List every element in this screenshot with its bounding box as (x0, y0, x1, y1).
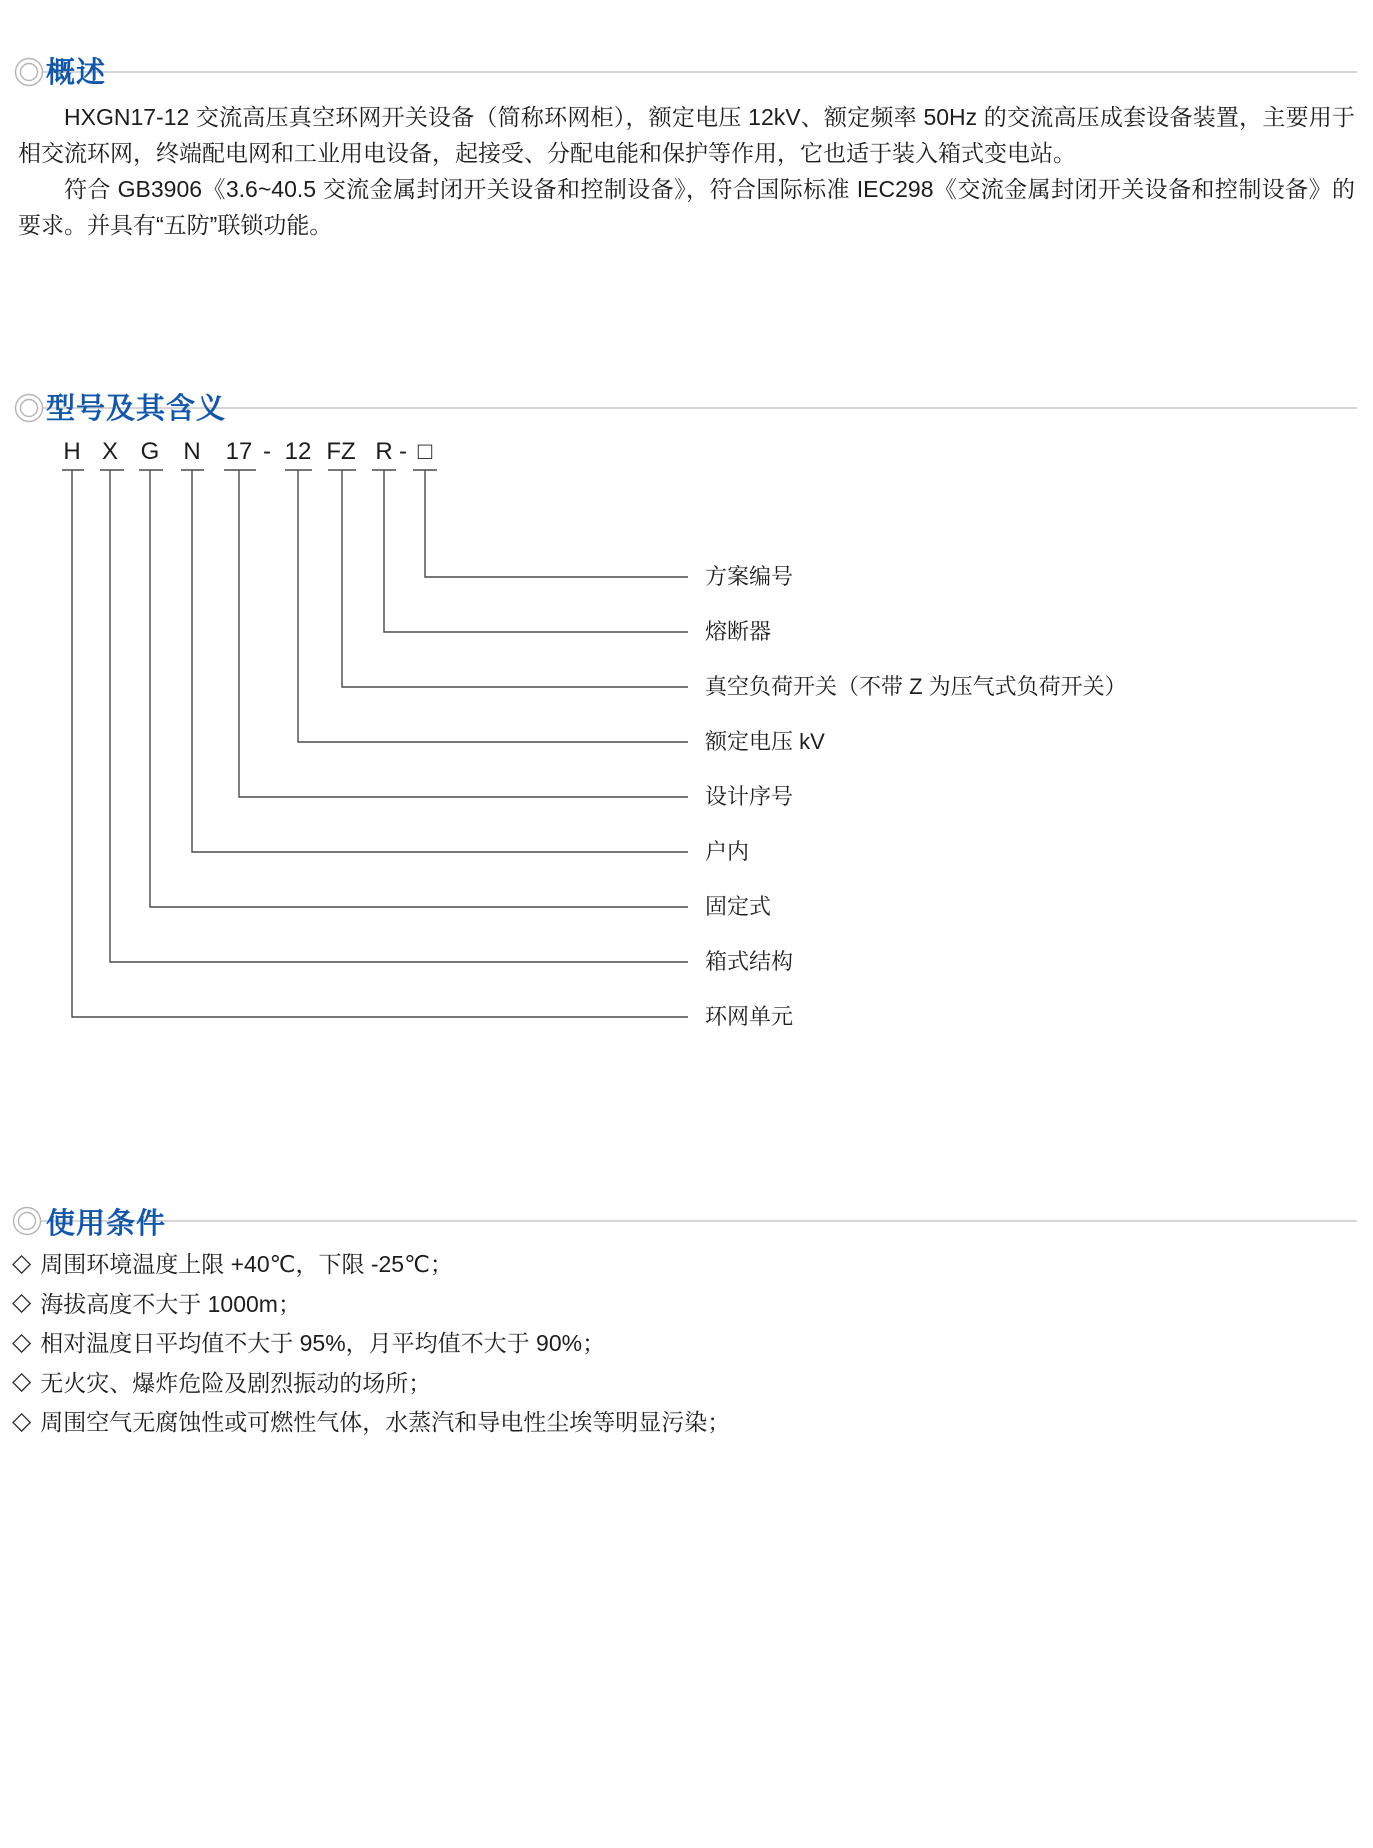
condition-text-altitude: 海拔高度不大于 1000m； (40, 1290, 301, 1317)
condition-item (12, 1401, 1352, 1441)
condition-text-temperature: 周围环境温度上限 +40℃，下限 -25℃； (40, 1251, 453, 1278)
model-code-scheme-box: □ (417, 438, 433, 465)
overview-body (18, 99, 1355, 243)
model-label-fuse: 熔断器 (705, 619, 772, 644)
diamond-bullet-icon: ◇ (12, 1367, 32, 1396)
model-code-connectors (72, 470, 688, 1017)
overview-paragraph-1: HXGN17-12 交流高压真空环网开关设备（简称环网柜），额定电压 12kV、额定频率 50Hz 的交流高压成套设备装置，主要用于相交流环网，终端配电网和工业用电设备，起接受、分配电能和保护等作用，它也适于装入箱式变电站。 (18, 104, 1355, 166)
ring-icon-overview (16, 59, 43, 86)
model-label-indoor: 户内 (705, 839, 750, 864)
model-code-part-fz: FZ (326, 438, 356, 465)
condition-item (12, 1362, 1352, 1402)
model-code-dash-1: - (263, 438, 271, 465)
model-label-vacuum-switch: 真空负荷开关（不带 Z 为压气式负荷开关） (705, 674, 1127, 699)
condition-text-humidity: 相对温度日平均值不大于 95%，月平均值不大于 90%； (40, 1330, 606, 1357)
section-title-overview: 概述 (46, 57, 107, 90)
model-code-part-g: G (140, 438, 160, 465)
model-code-part-17: 17 (225, 438, 253, 465)
model-label-rated-voltage: 额定电压 kV (705, 729, 825, 754)
model-label-design-serial: 设计序号 (705, 784, 794, 809)
conditions-list (12, 1243, 1352, 1441)
condition-item (12, 1322, 1352, 1362)
diamond-bullet-icon: ◇ (12, 1288, 32, 1317)
ring-icon-model (16, 395, 43, 422)
model-code-part-h: H (63, 438, 81, 465)
condition-text-no-fire: 无火灾、爆炸危险及剧烈振动的场所； (40, 1369, 432, 1396)
model-label-box-structure: 箱式结构 (705, 949, 794, 974)
model-code-part-x: X (101, 438, 119, 465)
section-title-model: 型号及其含义 (46, 393, 227, 426)
diamond-bullet-icon: ◇ (12, 1248, 32, 1277)
model-label-ring-unit: 环网单元 (705, 1004, 794, 1029)
condition-item (12, 1283, 1352, 1323)
model-label-scheme-number: 方案编号 (705, 564, 794, 589)
diamond-bullet-icon: ◇ (12, 1406, 32, 1435)
condition-text-air-quality: 周围空气无腐蚀性或可燃性气体，水蒸汽和导电性尘埃等明显污染； (40, 1409, 731, 1436)
model-code-part-r: R (375, 438, 393, 465)
overview-paragraph-2: 符合 GB3906《3.6~40.5 交流金属封闭开关设备和控制设备》，符合国际标准 IEC298《交流金属封闭开关设备和控制设备》的要求。并具有“五防”联锁功能。 (18, 176, 1355, 238)
section-title-conditions: 使用条件 (46, 1208, 167, 1241)
model-label-fixed-type: 固定式 (705, 894, 772, 919)
model-code-part-12: 12 (284, 438, 312, 465)
diamond-bullet-icon: ◇ (12, 1327, 32, 1356)
model-code-dash-2: - (399, 438, 407, 465)
model-code-part-n: N (183, 438, 201, 465)
condition-item (12, 1243, 1352, 1283)
ring-icon-conditions (14, 1208, 41, 1235)
